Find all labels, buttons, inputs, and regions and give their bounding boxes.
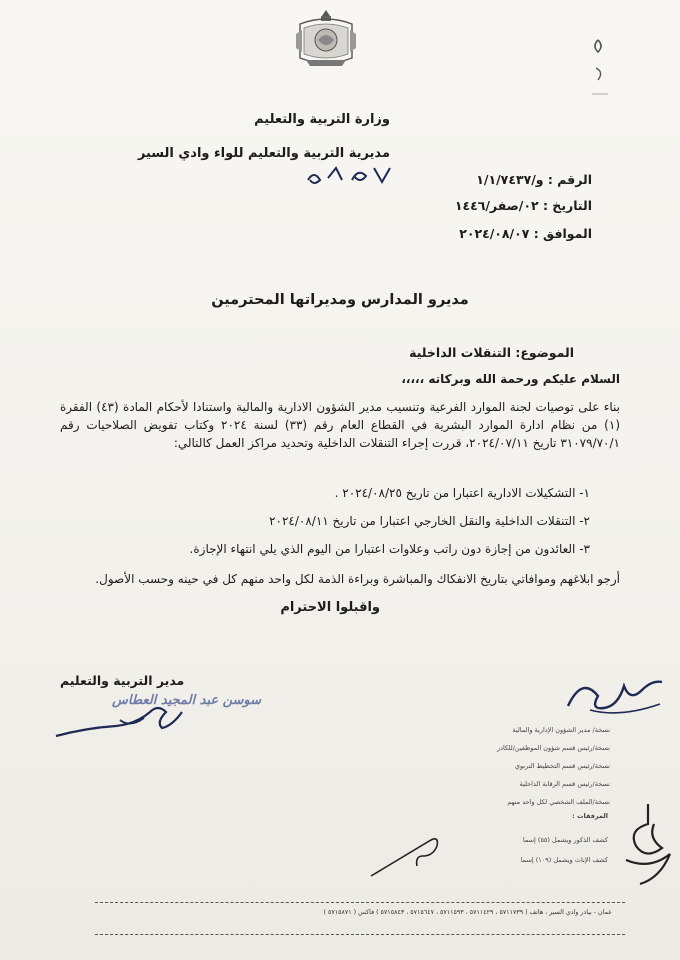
closing-line: واقبلوا الاحترام [280,600,380,615]
copy-line-5: نسخة/الملف الشخصي لكل واحد منهم [507,798,610,806]
body-paragraph: بناء على توصيات لجنة الموارد الفرعية وتنسيب مدير الشؤون الادارية والمالية واستنادا لأحكام المادة (٤٣) الفقرة (١) من نظام ادارة الموارد البشرية في القطاع العام رقم (٣٣) لسنة ٢٠٢٤ وكتاب تفويض الصلاحيات رقم ٣١٠٧٩/٧٠/١ تاريخ ٢٠٢٤/٠٧/١١، قررت إجراء التنقلات الداخلية وتحديد مراكز العمل كالتالي: [60,400,620,450]
reference-date-gregorian: الموافق : ٢٠٢٤/٠٨/٠٧ [459,226,592,241]
copy-line-1: نسخة/ مدير الشؤون الإدارية والمالية [512,726,610,734]
directorate-name: مديرية التربية والتعليم للواء وادي السير [137,146,390,161]
handwritten-number-mark [300,158,410,192]
signature-scribble-right [560,660,670,730]
attachment-item-1: كشف الذكور ويشمل (٥٥) إسما [522,836,608,844]
footer-contact: عمان - بيادر وادي السير ، هاتف ( ٥٧١١٧٣٩ ، ٥٧١١٤٢٩ ، ٥٧١١٥٩٣ ، ٥٧١٥٦٤٧ ، ٥٧١٥٨٤٣ ) فاكس ( ٥٧١٥٨٧١ ) [323,909,612,916]
signature-scribble-left [50,690,200,750]
copy-line-2: نسخة/رئيس قسم شؤون الموظفين/للكادر [496,744,610,752]
reference-date-hijri: التاريخ : ٠٢/صفر/١٤٤٦ [454,198,592,213]
copy-line-4: نسخة/رئيس قسم الرقابة الداخلية [519,780,610,788]
footer-divider-top [95,902,625,903]
initials-scribble-right [618,800,678,890]
stamp-mark-icon [584,30,616,110]
copy-line-3: نسخة/رئيس قسم التخطيط التربوي [514,762,610,770]
decision-item-1: ١- التشكيلات الادارية اعتبارا من تاريخ ٢٠٢٤/٠٨/٢٥ . [334,486,590,500]
signatory-name: سوسن عبد المجيد العطاس [112,693,262,708]
addressee-line: مديرو المدارس ومديراتها المحترمين [211,292,469,308]
signatory-title: مدير التربية والتعليم [60,673,185,688]
attachment-item-2: كشف الإناث ويشمل (١٠٩) إسما [520,856,608,864]
decision-item-2: ٢- التنقلات الداخلية والنقل الخارجي اعتبارا من تاريخ ٢٠٢٤/٠٨/١١ [269,514,590,528]
request-line: أرجو ابلاغهم وموافاتي بتاريخ الانفكاك والمباشرة وبراءة الذمة لكل واحد منهم كل في حينه وحسب الأصول. [95,572,620,586]
subject-line: الموضوع: التنقلات الداخلية [409,345,574,360]
footer-divider-bottom [95,934,625,935]
attachments-title: المرفقات : [572,812,608,820]
initials-scribble-mid [365,832,450,882]
ministry-name: وزارة التربية والتعليم [254,112,390,127]
jordan-emblem-icon [290,4,362,70]
greeting: السلام عليكم ورحمة الله وبركاته ،،،،، [401,372,620,386]
decision-item-3: ٣- العائدون من إجازة دون راتب وعلاوات اعتبارا من اليوم الذي يلي انتهاء الإجازة. [189,542,590,556]
reference-number: الرقم : و/١/١/٧٤٣٧ [476,172,592,187]
